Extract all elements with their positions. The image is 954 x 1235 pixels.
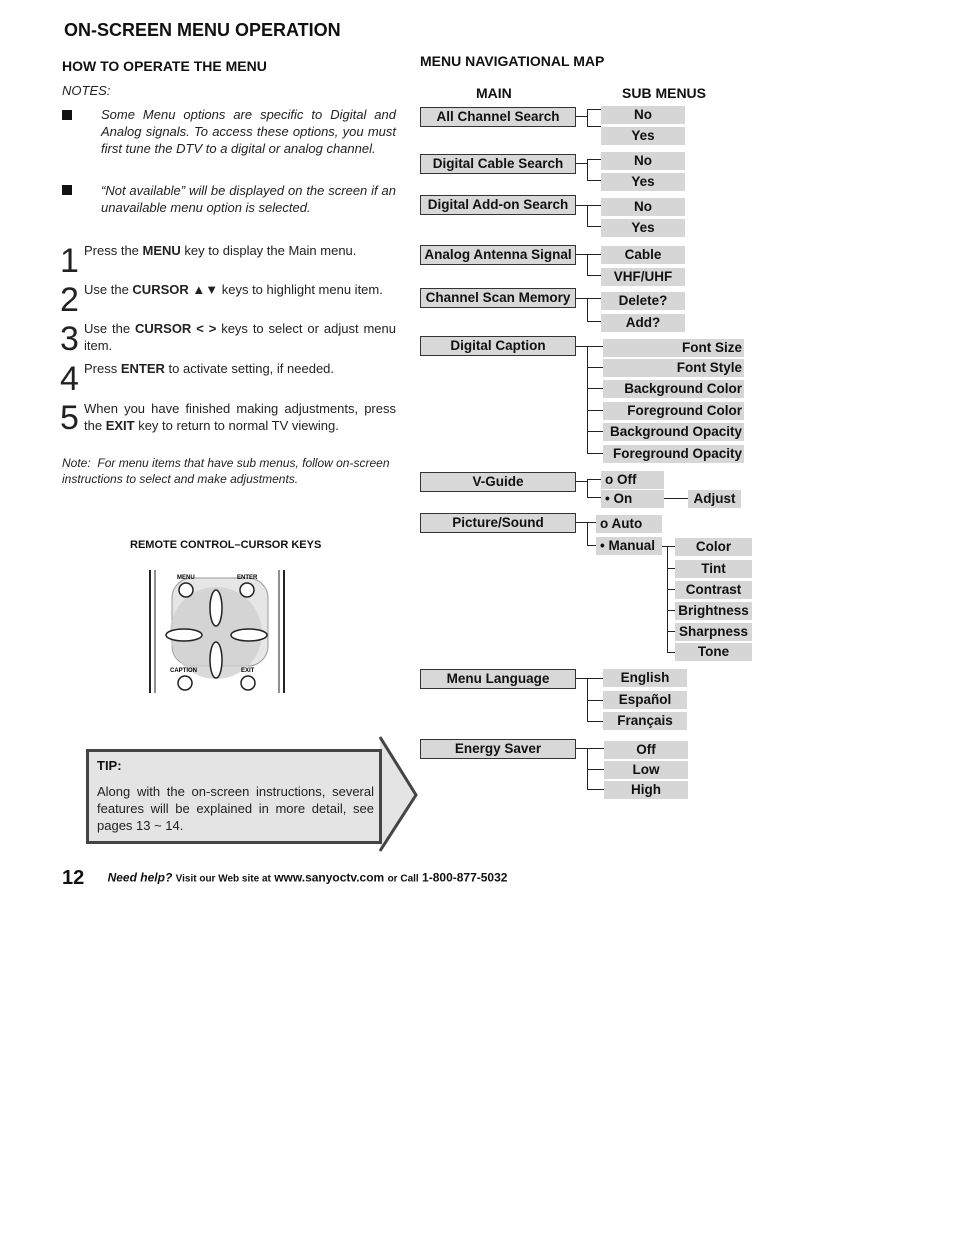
menu-digital-cable-search[interactable]: Digital Cable Search [420, 154, 576, 174]
sub-sharpness[interactable]: Sharpness [675, 623, 752, 641]
page-title: ON-SCREEN MENU OPERATION [64, 20, 341, 40]
remote-control-illustration [146, 568, 288, 696]
sub-cable[interactable]: Cable [601, 246, 685, 264]
bullet-icon [62, 185, 72, 195]
cursor-down-icon [210, 642, 222, 678]
caption-key-icon [178, 676, 192, 690]
sub-background-opacity[interactable]: Background Opacity [603, 423, 744, 441]
step-number: 4 [60, 360, 79, 398]
sub-english[interactable]: English [603, 669, 687, 687]
sub-color[interactable]: Color [675, 538, 752, 556]
menu-menu-language[interactable]: Menu Language [420, 669, 576, 689]
step-text: Use the CURSOR < > keys to select or adjust menu item. [84, 321, 396, 353]
enter-key-icon [240, 583, 254, 597]
sub-add[interactable]: Add? [601, 314, 685, 332]
sub-vguide-on[interactable]: • On [601, 490, 664, 508]
cursor-left-icon [166, 629, 202, 641]
sub-vhf-uhf[interactable]: VHF/UHF [601, 268, 685, 286]
phone-number: 1-800-877-5032 [422, 870, 508, 885]
step-text: Press the MENU key to display the Main menu. [84, 243, 357, 258]
sub-no[interactable]: No [601, 198, 685, 216]
exit-key-icon [241, 676, 255, 690]
remote-caption: REMOTE CONTROL–CURSOR KEYS [130, 539, 322, 551]
sub-menus-column-header: SUB MENUS [622, 85, 707, 101]
page-footer: 12 Need help? Visit our Web site at www.sanyoctv.com or Call 1-800-877-5032 [62, 867, 508, 889]
sub-vguide-off[interactable]: o Off [601, 471, 664, 489]
sub-yes[interactable]: Yes [601, 219, 685, 237]
sub-brightness[interactable]: Brightness [675, 602, 752, 620]
menu-all-channel-search[interactable]: All Channel Search [420, 107, 576, 127]
sub-manual[interactable]: • Manual [596, 537, 662, 555]
sub-yes[interactable]: Yes [601, 127, 685, 145]
sub-energy-high[interactable]: High [604, 781, 688, 799]
step-text: Press ENTER to activate setting, if needed. [84, 361, 335, 376]
step-text: Use the CURSOR ▲▼ keys to highlight menu item. [84, 282, 383, 297]
main-column-header: MAIN [476, 85, 512, 101]
cursor-right-icon [231, 629, 267, 641]
sub-energy-off[interactable]: Off [604, 741, 688, 759]
sub-yes[interactable]: Yes [601, 173, 685, 191]
bullet-icon [62, 110, 72, 120]
step-number: 1 [60, 242, 79, 280]
step-number: 2 [60, 281, 79, 319]
sub-tint[interactable]: Tint [675, 560, 752, 578]
sub-espanol[interactable]: Español [603, 691, 687, 709]
sub-foreground-color[interactable]: Foreground Color [603, 402, 744, 420]
sub-background-color[interactable]: Background Color [603, 380, 744, 398]
menu-digital-addon-search[interactable]: Digital Add-on Search [420, 195, 576, 215]
sub-delete[interactable]: Delete? [601, 292, 685, 310]
remote-label-caption: CAPTION [170, 668, 197, 674]
section-heading: HOW TO OPERATE THE MENU [62, 58, 267, 74]
sub-no[interactable]: No [601, 152, 685, 170]
tip-box [86, 749, 382, 844]
menu-channel-scan-memory[interactable]: Channel Scan Memory [420, 288, 576, 308]
sub-adjust[interactable]: Adjust [688, 490, 741, 508]
step-number: 3 [60, 320, 79, 358]
sub-francais[interactable]: Français [603, 712, 687, 730]
menu-note: Note: For menu items that have sub menus, follow on-screen instructions to select and make adjustments. [62, 456, 390, 486]
menu-v-guide[interactable]: V-Guide [420, 472, 576, 492]
tip-arrow-icon [378, 735, 420, 853]
notes-label: NOTES: [62, 83, 111, 98]
menu-analog-antenna-signal[interactable]: Analog Antenna Signal [420, 245, 576, 265]
note-item: “Not available” will be displayed on the screen if an unavailable menu option is selected. [101, 183, 396, 215]
sub-contrast[interactable]: Contrast [675, 581, 752, 599]
sub-font-style[interactable]: Font Style [603, 359, 744, 377]
tip-text: Along with the on-screen instructions, several features will be explained in more detail, see pages 13 ~ 14. [97, 784, 374, 833]
sub-tone[interactable]: Tone [675, 643, 752, 661]
sub-no[interactable]: No [601, 106, 685, 124]
note-item: Some Menu options are specific to Digital and Analog signals. To access these options, you must first tune the DTV to a digital or analog channel. [101, 107, 396, 156]
tip-label: TIP: [97, 758, 122, 773]
cursor-up-icon [210, 590, 222, 626]
menu-key-icon [179, 583, 193, 597]
page-number: 12 [62, 867, 85, 889]
remote-label-exit: EXIT [241, 668, 255, 674]
sub-auto[interactable]: o Auto [596, 515, 662, 533]
sub-font-size[interactable]: Font Size [603, 339, 744, 357]
map-title: MENU NAVIGATIONAL MAP [420, 53, 605, 69]
menu-digital-caption[interactable]: Digital Caption [420, 336, 576, 356]
remote-label-menu: MENU [177, 575, 195, 581]
sub-energy-low[interactable]: Low [604, 761, 688, 779]
remote-label-enter: ENTER [237, 575, 258, 581]
step-text: When you have finished making adjustments, press the EXIT key to return to normal TV viewing. [84, 401, 396, 433]
menu-energy-saver[interactable]: Energy Saver [420, 739, 576, 759]
website-link[interactable]: www.sanyoctv.com [274, 870, 385, 885]
sub-foreground-opacity[interactable]: Foreground Opacity [603, 445, 744, 463]
step-number: 5 [60, 399, 79, 437]
menu-picture-sound[interactable]: Picture/Sound [420, 513, 576, 533]
